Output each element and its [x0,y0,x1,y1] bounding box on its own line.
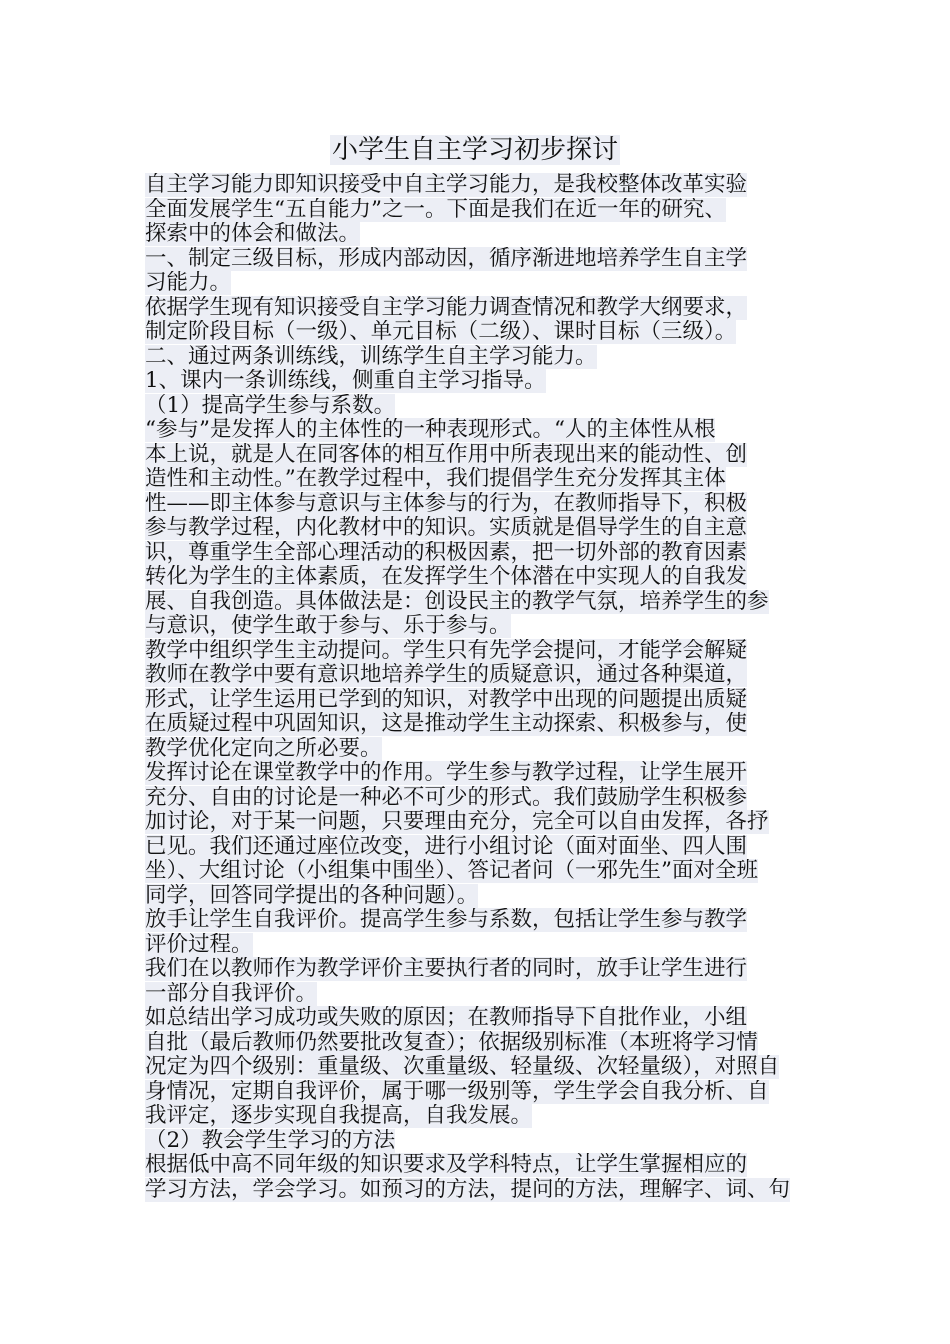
text-line: 习能力。 [145,271,232,295]
text-line: 加讨论，对于某一问题，只要理由充分，完全可以自由发挥，各抒 [145,810,769,834]
document-body [145,173,807,1202]
text-line: 一、制定三级目标，形成内部动因，循序渐进地培养学生自主学 [145,246,748,271]
text-line: 依据学生现有知识接受自主学习能力调查情况和教学大纲要求， [145,295,748,320]
text-line: 识，尊重学生全部心理活动的积极因素，把一切外部的教育因素 [145,540,748,565]
text-line: 在质疑过程中巩固知识，这是推动学生主动探索、积极参与，使 [145,712,748,736]
text-line: 同学，回答同学提出的各种问题）。 [145,883,479,908]
text-line: 二、通过两条训练线，训练学生自主学习能力。 [145,344,597,369]
text-line: 发挥讨论在课堂教学中的作用。学生参与教学过程，让学生展开 [145,761,748,785]
text-line: 我们在以教师作为教学评价主要执行者的同时，放手让学生进行 [145,957,748,981]
text-line: 形式，让学生运用已学到的知识，对教学中出现的问题提出质疑 [145,687,748,712]
text-line: 本上说，就是人在同客体的相互作用中所表现出来的能动性、创 [145,442,748,467]
text-line: 已见。我们还通过座位改变，进行小组讨论（面对面坐、四人围 [145,834,748,859]
text-line: 坐）、大组讨论（小组集中围坐）、答记者问（一邪先生”面对全班 [145,859,758,883]
text-line: 如总结出学习成功或失败的原因；在教师指导下自批作业，小组 [145,1006,748,1030]
text-line: 充分、自由的讨论是一种必不可少的形式。我们鼓励学生积极参 [145,785,748,810]
text-line: 评价过程。 [145,932,253,957]
text-line: “参与”是发挥人的主体性的一种表现形式。“人的主体性从根 [145,418,716,442]
text-line: 1、课内一条训练线，侧重自主学习指导。 [145,369,546,393]
text-line: 自主学习能力即知识接受中自主学习能力，是我校整体改革实验 [145,173,748,197]
text-line: 我评定，逐步实现自我提高，自我发展。 [145,1104,533,1128]
text-line: 自批（最后教师仍然要批改复查）；依据级别标准（本班将学习情 [145,1030,758,1055]
text-line: （1）提高学生参与系数。 [145,393,396,418]
text-line: 转化为学生的主体素质，在发挥学生个体潜在中实现人的自我发 [145,565,748,589]
text-line: 学习方法，学会学习。如预习的方法，提问的方法，理解字、词、句 [145,1177,791,1202]
text-line: 身情况，定期自我评价，属于哪一级别等，学生学会自我分析、自 [145,1079,769,1104]
text-line: 放手让学生自我评价。提高学生参与系数，包括让学生参与教学 [145,908,748,932]
text-line: 教学中组织学生主动提问。学生只有先学会提问，才能学会解疑 [145,638,748,663]
text-line: 况定为四个级别：重量级、次重量级、轻量级、次轻量级），对照自 [145,1055,780,1079]
text-line: 全面发展学生“五自能力”之一。下面是我们在近一年的研究、 [145,197,726,222]
text-line: 与意识，使学生敢于参与、乐于参与。 [145,614,511,638]
text-line: 造性和主动性。”在教学过程中，我们提倡学生充分发挥其主体 [145,467,726,491]
text-line: 一部分自我评价。 [145,981,318,1006]
text-line: 展、自我创造。具体做法是：创设民主的教学气氛，培养学生的参 [145,589,769,614]
text-line: 性——即主体参与意识与主体参与的行为，在教师指导下，积极 [145,491,748,516]
text-line: 制定阶段目标（一级）、单元目标（二级）、课时目标（三级）。 [145,320,737,344]
text-line: 根据低中高不同年级的知识要求及学科特点，让学生掌握相应的 [145,1153,748,1177]
text-line: 探索中的体会和做法。 [145,222,361,246]
text-line: （2）教会学生学习的方法 [145,1128,396,1153]
text-line: 参与教学过程，内化教材中的知识。实质就是倡导学生的自主意 [145,516,748,540]
text-line: 教学优化定向之所必要。 [145,736,382,761]
text-line: 教师在教学中要有意识地培养学生的质疑意识，通过各种渠道， [145,663,748,687]
document-title: 小学生自主学习初步探讨 [331,135,618,165]
